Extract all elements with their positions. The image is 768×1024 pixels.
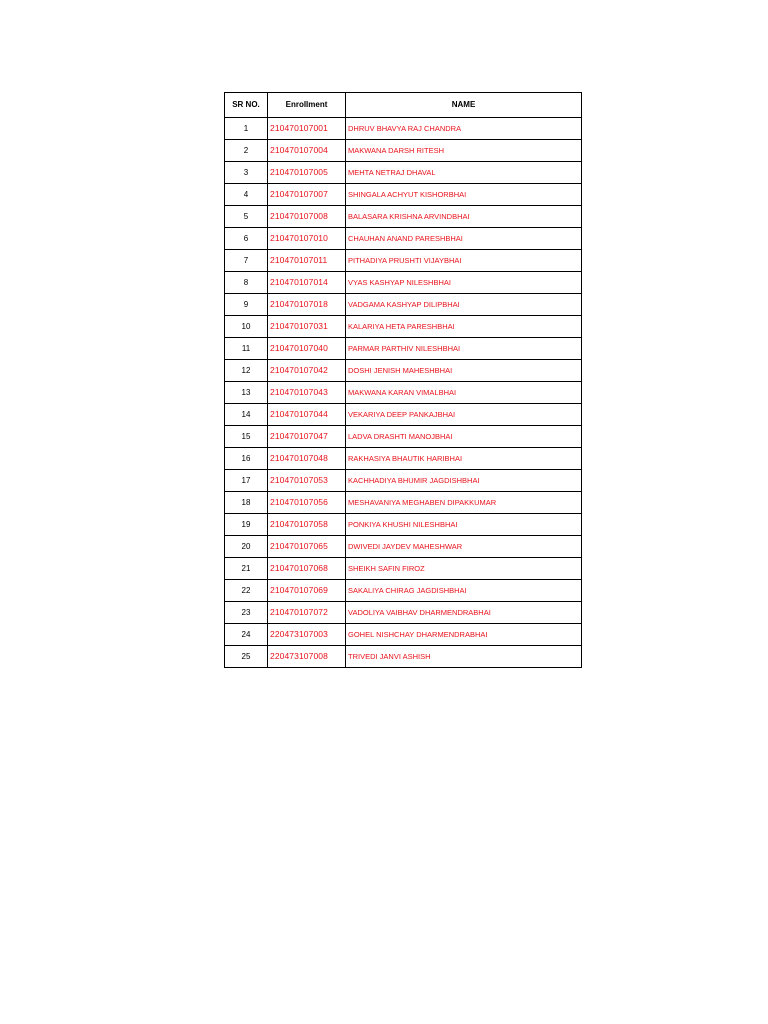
sr-no-cell: 2 [225, 140, 268, 162]
enrollment-cell: 210470107031 [268, 316, 346, 338]
table-row [225, 580, 582, 602]
sr-no-cell: 19 [225, 514, 268, 536]
header-sr-no: SR NO. [225, 93, 268, 118]
header-name: NAME [346, 93, 582, 118]
student-name-cell: DOSHI JENISH MAHESHBHAI [346, 360, 582, 382]
student-name-cell: BALASARA KRISHNA ARVINDBHAI [346, 206, 582, 228]
sr-no-cell: 5 [225, 206, 268, 228]
sr-no-cell: 8 [225, 272, 268, 294]
sr-no-cell: 20 [225, 536, 268, 558]
enrollment-cell: 210470107053 [268, 470, 346, 492]
student-name-cell: VEKARIYA DEEP PANKAJBHAI [346, 404, 582, 426]
table-row [225, 316, 582, 338]
student-name-cell: KALARIYA HETA PARESHBHAI [346, 316, 582, 338]
enrollment-cell: 210470107047 [268, 426, 346, 448]
table-row [225, 514, 582, 536]
enrollment-cell: 210470107043 [268, 382, 346, 404]
table-row [225, 602, 582, 624]
student-name-cell: VADOLIYA VAIBHAV DHARMENDRABHAI [346, 602, 582, 624]
table-body [225, 118, 582, 668]
student-name-cell: MEHTA NETRAJ DHAVAL [346, 162, 582, 184]
sr-no-cell: 11 [225, 338, 268, 360]
enrollment-cell: 210470107048 [268, 448, 346, 470]
table-row [225, 272, 582, 294]
enrollment-cell: 210470107018 [268, 294, 346, 316]
student-name-cell: SHINGALA ACHYUT KISHORBHAI [346, 184, 582, 206]
table-row [225, 206, 582, 228]
sr-no-cell: 3 [225, 162, 268, 184]
table-row [225, 492, 582, 514]
table-row [225, 184, 582, 206]
student-name-cell: DHRUV BHAVYA RAJ CHANDRA [346, 118, 582, 140]
table-row [225, 448, 582, 470]
student-name-cell: SHEIKH SAFIN FIROZ [346, 558, 582, 580]
sr-no-cell: 23 [225, 602, 268, 624]
sr-no-cell: 18 [225, 492, 268, 514]
enrollment-cell: 210470107068 [268, 558, 346, 580]
enrollment-cell: 210470107010 [268, 228, 346, 250]
enrollment-cell: 210470107069 [268, 580, 346, 602]
student-name-cell: SAKALIYA CHIRAG JAGDISHBHAI [346, 580, 582, 602]
header-row [225, 93, 582, 118]
sr-no-cell: 12 [225, 360, 268, 382]
table-row [225, 228, 582, 250]
sr-no-cell: 7 [225, 250, 268, 272]
table-row [225, 338, 582, 360]
sr-no-cell: 13 [225, 382, 268, 404]
student-name-cell: KACHHADIYA BHUMIR JAGDISHBHAI [346, 470, 582, 492]
enrollment-cell: 210470107056 [268, 492, 346, 514]
table-row [225, 536, 582, 558]
table-row [225, 426, 582, 448]
sr-no-cell: 14 [225, 404, 268, 426]
student-name-cell: PARMAR PARTHIV NILESHBHAI [346, 338, 582, 360]
sr-no-cell: 25 [225, 646, 268, 668]
table-row [225, 294, 582, 316]
enrollment-cell: 210470107004 [268, 140, 346, 162]
enrollment-cell: 210470107072 [268, 602, 346, 624]
student-name-cell: MAKWANA DARSH RITESH [346, 140, 582, 162]
enrollment-cell: 210470107008 [268, 206, 346, 228]
student-name-cell: CHAUHAN ANAND PARESHBHAI [346, 228, 582, 250]
enrollment-cell: 210470107042 [268, 360, 346, 382]
enrollment-cell: 210470107065 [268, 536, 346, 558]
student-name-cell: VYAS KASHYAP NILESHBHAI [346, 272, 582, 294]
table-row [225, 470, 582, 492]
table-row [225, 558, 582, 580]
enrollment-cell: 210470107001 [268, 118, 346, 140]
student-name-cell: TRIVEDI JANVI ASHISH [346, 646, 582, 668]
student-name-cell: PONKIYA KHUSHI NILESHBHAI [346, 514, 582, 536]
sr-no-cell: 4 [225, 184, 268, 206]
table-row [225, 382, 582, 404]
table-row [225, 646, 582, 668]
enrollment-cell: 210470107044 [268, 404, 346, 426]
sr-no-cell: 22 [225, 580, 268, 602]
table-row [225, 140, 582, 162]
enrollment-cell: 210470107040 [268, 338, 346, 360]
student-name-cell: GOHEL NISHCHAY DHARMENDRABHAI [346, 624, 582, 646]
sr-no-cell: 15 [225, 426, 268, 448]
student-name-cell: MAKWANA KARAN VIMALBHAI [346, 382, 582, 404]
student-name-cell: MESHAVANIYA MEGHABEN DIPAKKUMAR [346, 492, 582, 514]
sr-no-cell: 24 [225, 624, 268, 646]
student-name-cell: LADVA DRASHTI MANOJBHAI [346, 426, 582, 448]
table-row [225, 118, 582, 140]
student-name-cell: DWIVEDI JAYDEV MAHESHWAR [346, 536, 582, 558]
enrollment-cell: 220473107008 [268, 646, 346, 668]
enrollment-cell: 210470107058 [268, 514, 346, 536]
table-header [225, 93, 582, 118]
table-row [225, 404, 582, 426]
table-row [225, 624, 582, 646]
sr-no-cell: 21 [225, 558, 268, 580]
student-name-cell: RAKHASIYA BHAUTIK HARIBHAI [346, 448, 582, 470]
sr-no-cell: 16 [225, 448, 268, 470]
sr-no-cell: 9 [225, 294, 268, 316]
enrollment-table [224, 92, 582, 668]
student-name-cell: PITHADIYA PRUSHTI VIJAYBHAI [346, 250, 582, 272]
sr-no-cell: 1 [225, 118, 268, 140]
header-enrollment: Enrollment [268, 93, 346, 118]
table-row [225, 250, 582, 272]
enrollment-cell: 210470107014 [268, 272, 346, 294]
enrollment-cell: 210470107011 [268, 250, 346, 272]
enrollment-cell: 210470107005 [268, 162, 346, 184]
enrollment-cell: 210470107007 [268, 184, 346, 206]
table-row [225, 360, 582, 382]
student-name-cell: VADGAMA KASHYAP DILIPBHAI [346, 294, 582, 316]
sr-no-cell: 10 [225, 316, 268, 338]
enrollment-cell: 220473107003 [268, 624, 346, 646]
table-row [225, 162, 582, 184]
sr-no-cell: 17 [225, 470, 268, 492]
sr-no-cell: 6 [225, 228, 268, 250]
